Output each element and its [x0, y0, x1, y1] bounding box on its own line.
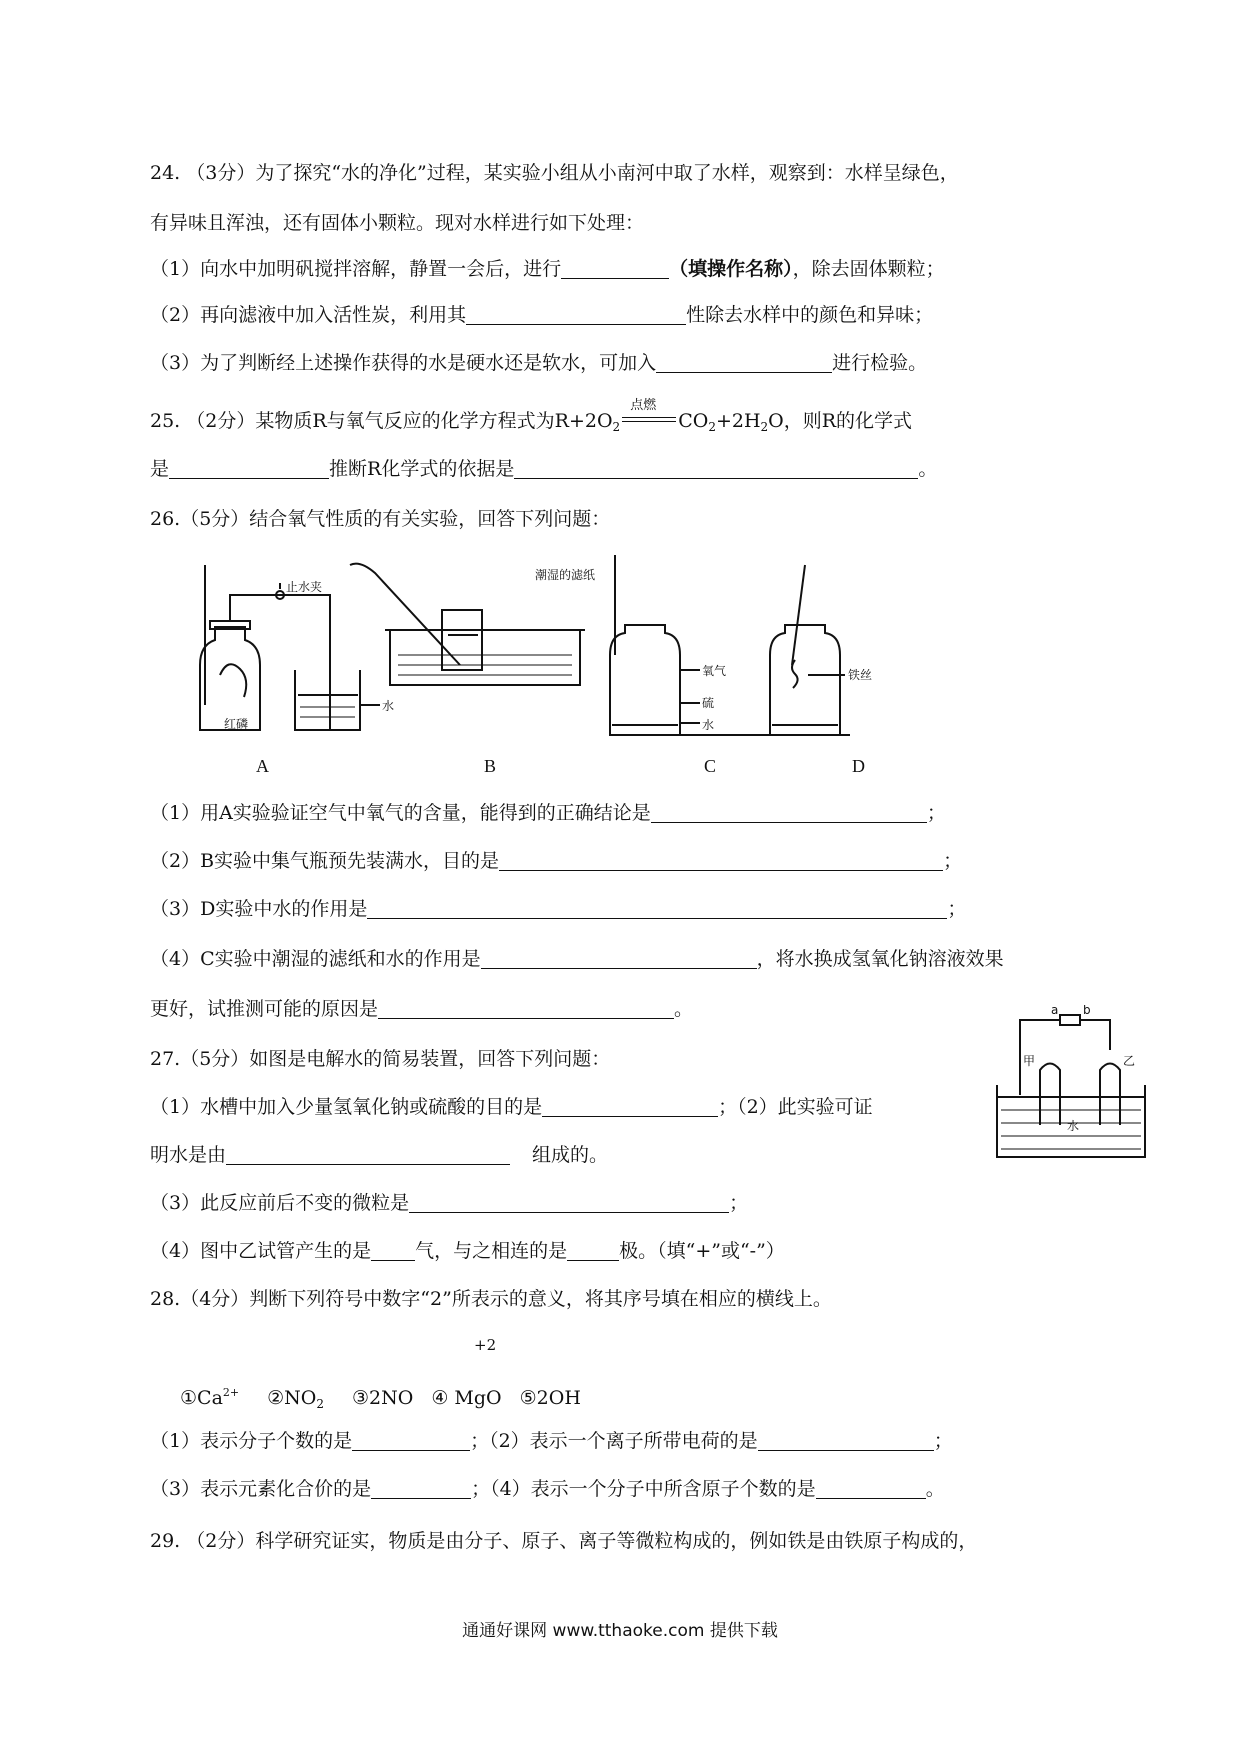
q27-part1 [150, 1094, 873, 1120]
q25-o2-sub: 2 [612, 420, 621, 434]
q27-electrolysis-figure [995, 1005, 1155, 1165]
q25-line1 [150, 398, 913, 440]
q27-p4-gas-blank[interactable] [371, 1240, 415, 1261]
q24-p2-end: 性除去水样中的颜色和异味； [686, 304, 934, 326]
q26-p1-blank[interactable] [651, 802, 927, 823]
q24-part3 [150, 350, 927, 376]
c-bottle [610, 625, 680, 735]
c-label-oxygen: 氧气 [702, 664, 727, 678]
q26-p2-text: （2）B实验中集气瓶预先装满水，目的是 [150, 850, 500, 872]
fig-label-b: B [484, 756, 497, 776]
q27-p4-end: 极。（填“+”或“-”） [619, 1240, 785, 1262]
q26-p2-blank[interactable] [499, 850, 943, 871]
q28-p2-blank[interactable] [758, 1430, 934, 1451]
q28-p3-text: （3）表示元素化合价的是 [150, 1478, 372, 1500]
q28-title: 28.（4分）判断下列符号中数字“2”所表示的意义，将其序号填在相应的横线上。 [150, 1288, 832, 1310]
q28-p3-blank[interactable] [371, 1478, 471, 1499]
q26-p4-cont: ，将水换成氢氧化钠溶液效果 [756, 948, 1004, 970]
q28-s3: ③2NO [352, 1387, 414, 1409]
q25-l2-b: 推断R化学式的依据是 [329, 458, 515, 480]
q27-part2-cont [150, 1142, 608, 1168]
a-flask [200, 627, 260, 730]
battery [1060, 1015, 1080, 1025]
q26-p3-text: （3）D实验中水的作用是 [150, 898, 368, 920]
q26-p4-blank2[interactable] [378, 998, 674, 1019]
q27-p2-blank[interactable] [226, 1144, 510, 1165]
q25-l2-c: 。 [918, 458, 938, 480]
q26-part4 [150, 946, 1004, 972]
b-trough [390, 630, 580, 685]
q26-title: 26.（5分）结合氧气性质的有关实验，回答下列问题： [150, 508, 611, 530]
tube-yi [1100, 1064, 1120, 1126]
q24-p1-hint: （填操作名称） [669, 258, 793, 280]
q24-p3-end: 进行检验。 [832, 352, 928, 374]
q24-p2-text: （2）再向滤液中加入活性炭，利用其 [150, 304, 467, 326]
q27-p2-end: 组成的。 [532, 1144, 609, 1166]
q24-p1-blank[interactable] [561, 258, 669, 279]
q25-formula-blank[interactable] [169, 458, 329, 479]
q28-s2: ②NO [267, 1387, 317, 1409]
q28-p4-text: ；（4）表示一个分子中所含原子个数的是 [471, 1478, 816, 1500]
q26-part4-line2 [150, 996, 693, 1022]
q28-s4: ④ MgO [431, 1387, 502, 1409]
q28-line2 [150, 1476, 945, 1502]
q25-reaction-arrow [620, 398, 678, 429]
a-beaker [295, 670, 360, 730]
q26-p2-end: ； [943, 850, 963, 872]
b-bottle [442, 610, 482, 670]
q26-p1-end: ； [926, 802, 946, 824]
q24-p3-text: （3）为了判断经上述操作获得的水是硬水还是软水，可加入 [150, 352, 657, 374]
q28-s1-sup: 2+ [222, 1386, 240, 1399]
q28-p1-text: （1）表示分子个数的是 [150, 1430, 353, 1452]
q28-p2-end: ； [933, 1430, 953, 1452]
q26-part2 [150, 848, 962, 874]
fig-label-c: C [704, 756, 717, 776]
q28-s5: ⑤2OH [519, 1387, 581, 1409]
q25-condition: 点燃 [630, 398, 657, 413]
q26-p4-blank[interactable] [481, 948, 757, 969]
label-b: b [1083, 1005, 1091, 1017]
q24-part2 [150, 302, 933, 328]
label-jia: 甲 [1023, 1054, 1036, 1068]
q28-s2-sub: 2 [316, 1397, 325, 1411]
q24-title: 24. （3分）为了探究“水的净化”过程，某实验小组从小南河中取了水样，观察到：水样呈绿色， [150, 162, 959, 184]
d-tongs [792, 565, 805, 665]
q27-part3 [150, 1190, 748, 1216]
fig-label-a: A [256, 756, 269, 776]
q24-title-cont: 有异味且浑浊，还有固体小颗粒。现对水样进行如下处理： [150, 212, 645, 234]
q25-text: 25. （2分）某物质R与氧气反应的化学方程式为R+2O [150, 410, 613, 432]
q24-p3-blank[interactable] [656, 352, 832, 373]
q28-valence: +2 [474, 1336, 497, 1354]
q28-p4-end: 。 [925, 1478, 945, 1500]
q25-basis-blank[interactable] [514, 458, 918, 479]
d-bottle [770, 625, 840, 735]
q25-tail: O，则R的化学式 [768, 410, 913, 432]
footer-source: 通通好课网 www.tthaoke.com 提供下载 [462, 1621, 778, 1641]
d-label-iron-wire: 铁丝 [848, 668, 873, 682]
q26-p4-end: 。 [674, 998, 694, 1020]
q27-p4-pole-blank[interactable] [567, 1240, 619, 1261]
a-label-clamp: 止水夹 [286, 580, 323, 594]
q24-p2-blank[interactable] [466, 304, 686, 325]
q25-co2-sub: 2 [708, 420, 716, 434]
q27-p2-text2: 明水是由 [150, 1144, 227, 1166]
wire-right [1080, 1020, 1110, 1050]
q24-part1 [150, 256, 945, 282]
label-a: a [1051, 1005, 1059, 1017]
q26-apparatus-figure [180, 555, 960, 750]
q25-co2: CO [678, 410, 709, 432]
tube-jia [1040, 1064, 1060, 1126]
d-iron-wire [792, 660, 798, 688]
q27-p3-text: （3）此反应前后不变的微粒是 [150, 1192, 410, 1214]
c-label-wet-paper: 潮湿的滤纸 [535, 568, 596, 582]
q26-part1 [150, 800, 946, 826]
c-label-water: 水 [702, 718, 715, 732]
a-label-water: 水 [382, 699, 395, 713]
q28-p1-blank[interactable] [352, 1430, 470, 1451]
q26-p4-text2: 更好，试推测可能的原因是 [150, 998, 379, 1020]
q27-p2-text: ；（2）此实验可证 [718, 1096, 873, 1118]
q27-part4 [150, 1238, 785, 1264]
a-cloud [220, 664, 246, 697]
q25-h2o-sub: 2 [760, 420, 769, 434]
a-label-red-phosphorus: 红磷 [224, 717, 249, 731]
q27-p3-blank[interactable] [409, 1192, 729, 1213]
q27-p4-mid: 气，与之相连的是 [415, 1240, 568, 1262]
q26-p3-end: ； [947, 898, 967, 920]
q27-p1-text: （1）水槽中加入少量氢氧化钠或硫酸的目的是 [150, 1096, 543, 1118]
q25-h2o: +2H [715, 410, 761, 432]
q26-p3-blank[interactable] [367, 898, 947, 919]
b-tube [350, 564, 460, 665]
label-water: 水 [1067, 1119, 1080, 1133]
q27-p3-end: ； [729, 1192, 749, 1214]
fig-label-d: D [852, 756, 865, 776]
q26-p4-text: （4）C实验中潮湿的滤纸和水的作用是 [150, 948, 481, 970]
q24-p1-end: ，除去固体颗粒； [792, 258, 945, 280]
q28-p2-text: ；（2）表示一个离子所带电荷的是 [470, 1430, 758, 1452]
q27-p1-blank[interactable] [542, 1096, 718, 1117]
a-tube [230, 595, 330, 730]
q26-part3 [150, 896, 966, 922]
q26-p1-text: （1）用A实验验证空气中氧气的含量，能得到的正确结论是 [150, 802, 651, 824]
q28-s1: ①Ca [180, 1387, 223, 1409]
q24-p1-text: （1）向水中加明矾搅拌溶解，静置一会后，进行 [150, 258, 562, 280]
q28-symbols [180, 1380, 581, 1417]
label-yi: 乙 [1123, 1054, 1136, 1068]
q27-p4-text: （4）图中乙试管产生的是 [150, 1240, 372, 1262]
c-label-sulfur: 硫 [702, 696, 715, 710]
q28-p4-blank[interactable] [816, 1478, 926, 1499]
q28-line1 [150, 1428, 953, 1454]
q29-title: 29. （2分）科学研究证实，物质是由分子、原子、离子等微粒构成的，例如铁是由铁原子构成的， [150, 1530, 978, 1552]
q25-l2-a: 是 [150, 458, 170, 480]
q27-title: 27.（5分）如图是电解水的简易装置，回答下列问题： [150, 1048, 611, 1070]
q25-line2 [150, 456, 937, 482]
